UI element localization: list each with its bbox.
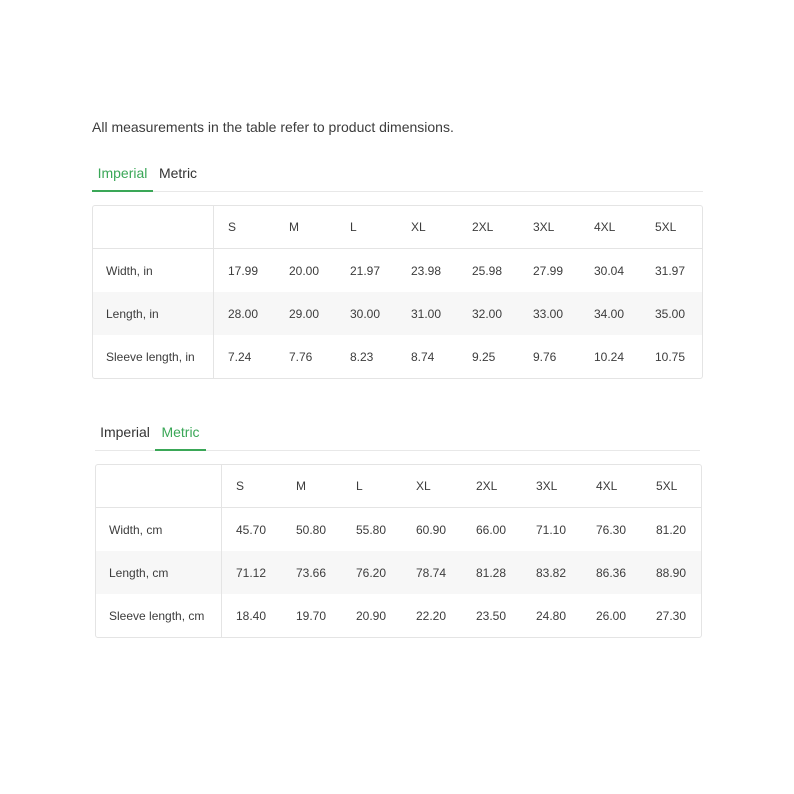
measurement-value: 25.98	[472, 263, 503, 278]
size-table-imperial	[92, 205, 703, 379]
measurement-value: 66.00	[476, 522, 507, 537]
measurement-value: 22.20	[416, 608, 447, 623]
measurement-value: 19.70	[296, 608, 327, 623]
size-header: 2XL	[458, 206, 519, 249]
size-header: S	[222, 465, 282, 508]
measurement-value: 76.20	[342, 551, 402, 594]
measurement-value: 76.30	[596, 522, 627, 537]
size-header: 4XL	[580, 206, 641, 249]
size-header: 5XL	[642, 465, 701, 508]
measurement-value: 32.00	[458, 292, 519, 335]
measurement-value: 20.90	[356, 608, 387, 623]
size-header: 4XL	[582, 465, 642, 508]
measurement-value: 21.97	[350, 263, 381, 278]
table-row	[93, 249, 702, 292]
measurement-value: 10.24	[594, 349, 625, 364]
measurement-value: 78.74	[402, 551, 462, 594]
header-corner-cell	[93, 206, 214, 249]
measurement-value: 31.97	[655, 263, 686, 278]
measurement-value: 60.90	[416, 522, 447, 537]
measurement-label: Length, cm	[96, 551, 222, 594]
measurement-value: 29.00	[275, 292, 336, 335]
measurement-value: 8.23	[350, 349, 374, 364]
size-header: M	[275, 206, 336, 249]
size-header: S	[214, 206, 275, 249]
measurement-value: 81.20	[656, 522, 687, 537]
header-corner-cell	[96, 465, 222, 508]
measurement-value: 18.40	[236, 608, 267, 623]
measurement-value: 23.98	[411, 263, 442, 278]
measurement-value: 27.99	[533, 263, 564, 278]
measurement-value: 73.66	[282, 551, 342, 594]
tab-metric[interactable]: Metric	[155, 417, 206, 451]
measurement-value: 27.30	[656, 608, 687, 623]
unit-tabs-metric-section	[95, 417, 700, 451]
measurement-value: 81.28	[462, 551, 522, 594]
measurement-value: 7.76	[289, 349, 313, 364]
measurement-label: Length, in	[93, 292, 214, 335]
measurement-value: 17.99	[228, 263, 259, 278]
measurement-value: 88.90	[642, 551, 701, 594]
size-header: XL	[397, 206, 458, 249]
table-row	[93, 335, 702, 378]
measurement-value: 10.75	[655, 349, 686, 364]
tab-imperial[interactable]: Imperial	[100, 424, 150, 440]
size-table-metric	[95, 464, 702, 638]
measurement-value: 71.10	[536, 522, 567, 537]
measurement-value: 33.00	[519, 292, 580, 335]
table-header-row	[93, 206, 702, 249]
table-row	[96, 594, 701, 637]
unit-tabs-imperial-section	[92, 158, 703, 192]
size-guide-intro: All measurements in the table refer to product dimensions.	[92, 119, 454, 135]
table-header-row	[96, 465, 701, 508]
measurement-value: 35.00	[641, 292, 702, 335]
measurement-value: 28.00	[214, 292, 275, 335]
measurement-value: 30.04	[594, 263, 625, 278]
measurement-value: 55.80	[356, 522, 387, 537]
measurement-value: 23.50	[476, 608, 507, 623]
table-row	[96, 551, 701, 594]
size-header: 3XL	[522, 465, 582, 508]
size-header: L	[342, 465, 402, 508]
tab-imperial[interactable]: Imperial	[92, 158, 153, 192]
size-header: 3XL	[519, 206, 580, 249]
tab-metric[interactable]: Metric	[158, 165, 198, 181]
measurement-label: Width, in	[93, 249, 214, 292]
size-header: L	[336, 206, 397, 249]
measurement-value: 9.76	[533, 349, 557, 364]
measurement-value: 86.36	[582, 551, 642, 594]
measurement-value: 71.12	[222, 551, 282, 594]
size-header: 2XL	[462, 465, 522, 508]
measurement-value: 9.25	[472, 349, 496, 364]
measurement-value: 31.00	[397, 292, 458, 335]
measurement-value: 8.74	[411, 349, 435, 364]
measurement-label: Sleeve length, in	[93, 335, 214, 378]
size-header: XL	[402, 465, 462, 508]
measurement-value: 45.70	[236, 522, 267, 537]
measurement-value: 50.80	[296, 522, 327, 537]
size-header: M	[282, 465, 342, 508]
measurement-value: 30.00	[336, 292, 397, 335]
measurement-value: 24.80	[536, 608, 567, 623]
size-header: 5XL	[641, 206, 702, 249]
measurement-value: 26.00	[596, 608, 627, 623]
measurement-value: 34.00	[580, 292, 641, 335]
measurement-value: 20.00	[289, 263, 320, 278]
table-row	[93, 292, 702, 335]
measurement-label: Sleeve length, cm	[96, 594, 222, 637]
measurement-value: 83.82	[522, 551, 582, 594]
measurement-value: 7.24	[228, 349, 252, 364]
measurement-label: Width, cm	[96, 508, 222, 551]
table-row	[96, 508, 701, 551]
